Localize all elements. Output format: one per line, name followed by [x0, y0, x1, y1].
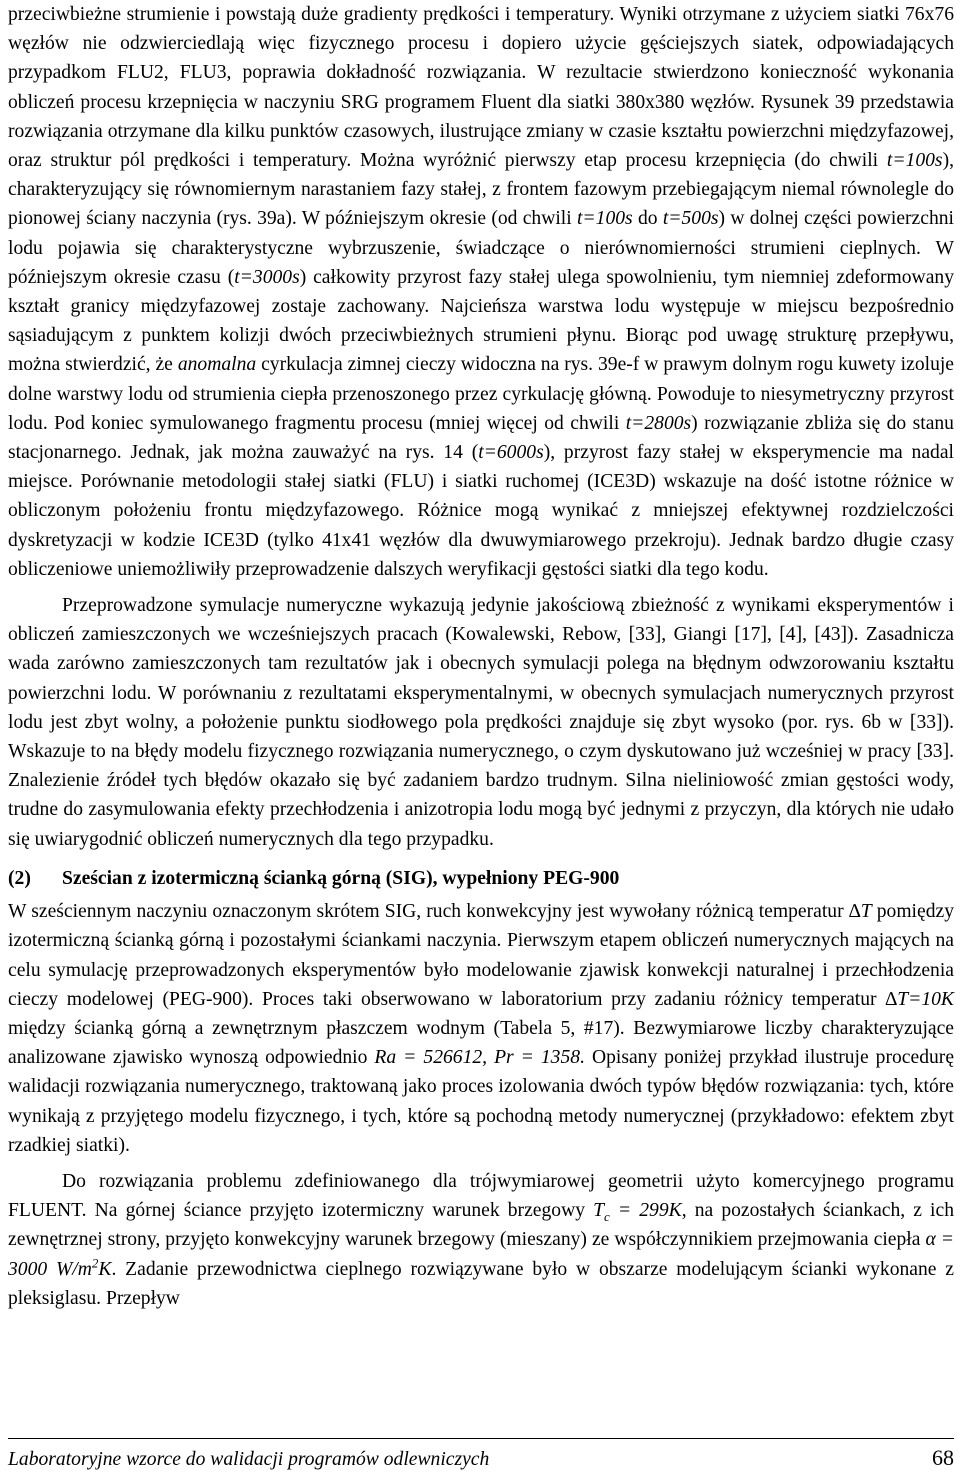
section-heading: [8, 864, 954, 893]
paragraph-4: Do rozwiązania problemu zdefiniowanego dla trójwymiarowej geometrii użyto komercyjnego programu FLUENT. Na górnej ściance przyjęto izotermiczny warunek brzegowy $T_c = 299K$, na pozostałych ściankach, z ich zewnętrznej strony, przyjęto konwekcyjny warunek brzegowy (mieszany) ze współczynnikiem przejmowania ciepła α = 3000 $W/m^2K$. Zadanie przewodnictwa cieplnego rozwiązywane było w obszarze modelującym ścianki wykonane z pleksiglasu. Przepływ: [8, 1170, 954, 1309]
page-footer: [8, 1438, 954, 1471]
page-number: 68: [932, 1445, 954, 1470]
page-body: [8, 0, 954, 1313]
section-number: (2): [8, 867, 31, 889]
paragraph-3: W sześciennym naczyniu oznaczonym skrótem SIG, ruch konwekcyjny jest wywołany różnicą temperatur ∆T pomiędzy izotermiczną ścianką górną i pozostałymi ściankami naczynia. Pierwszym etapem obliczeń numerycznych mających na celu symulację przeprowadzonych eksperymentów było modelowanie zjawisk konwekcji naturalnej i przechłodzenia cieczy modelowej (PEG-900). Proces taki obserwowano w laboratorium przy zadaniu różnicy temperatur ∆T=10K między ścianką górną a zewnętrznym płaszczem wodnym (Tabela 5, #17). Bezwymiarowe liczby charakteryzujące analizowane zjawisko wynoszą odpowiednio Ra = 526612, Pr = 1358. Opisany poniżej przykład ilustruje procedurę walidacji rozwiązania numerycznego, traktowaną jako proces izolowania dwóch typów błędów rozwiązania: tych, które wynikają z przyjętego modelu fizycznego, i tych, które są pochodną metody numerycznej (przykładowo: efektem zbyt rzadkiej siatki).: [8, 901, 955, 1156]
footer-title: Laboratoryjne wzorce do walidacji programów odlewniczych: [8, 1449, 490, 1470]
paragraph-1: przeciwbieżne strumienie i powstają duże gradienty prędkości i temperatury. Wyniki otrzymane z użyciem siatki 76x76 węzłów nie odzwierciedlają więc fizycznego procesu i dopiero użycie gęściejszych siatek, odpowiadających przypadkom FLU2, FLU3, poprawia dokładność rozwiązania. W rezultacie stwierdzono konieczność wykonania obliczeń procesu krzepnięcia w naczyniu SRG programem Fluent dla siatki 380x380 węzłów. Rysunek 39 przedstawia rozwiązania otrzymane dla kilku punktów czasowych, ilustrujące zmiany w czasie kształtu powierzchni międzyfazowej, oraz struktur pól prędkości i temperatury. Można wyróżnić pierwszy etap procesu krzepnięcia (do chwili t=100s), charakteryzujący się równomiernym narastaniem fazy stałej, z frontem fazowym przebiegającym niemal równolegle do pionowej ściany naczynia (rys. 39a). W późniejszym okresie (od chwili t=100s do t=500s) w dolnej części powierzchni lodu pojawia się charakterystyczne wybrzuszenie, świadczące o nierównomierności strumieni cieplnych. W późniejszym okresie czasu (t=3000s) całkowity przyrost fazy stałej ulega spowolnieniu, tym niemniej zdeformowany kształt granicy międzyfazowej zostaje zachowany. Najcieńsza warstwa lodu występuje w miejscu bezpośrednio sąsiadującym z punktem kolizji dwóch przeciwbieżnych strumieni płynu. Biorąc pod uwagę strukturę przepływu, można stwierdzić, że anomalna cyrkulacja zimnej cieczy widoczna na rys. 39e-f w prawym dolnym rogu kuwety izoluje dolne warstwy lodu od strumienia ciepła przenoszonego przez cyrkulację główną. Powoduje to niesymetryczny przyrost lodu. Pod koniec symulowanego fragmentu procesu (mniej więcej od chwili t=2800s) rozwiązanie zbliża się do stanu stacjonarnego. Jednak, jak można zauważyć na rys. 14 (t=6000s), przyrost fazy stałej w eksperymencie ma nadal miejsce. Porównanie metodologii stałej siatki (FLU) i siatki ruchomej (ICE3D) wskazuje na dość istotne różnice w obliczonym położeniu frontu międzyfazowego. Różnice mogą wynikać z mniejszej efektywnej rozdzielczości dyskretyzacji w kodzie ICE3D (tylko 41x41 węzłów dla dwuwymiarowego przekroju). Jednak bardzo długie czasy obliczeniowe uniemożliwiły przeprowadzenie dalszych weryfikacji gęstości siatki dla tego kodu.: [8, 4, 955, 580]
paragraph-2: Przeprowadzone symulacje numeryczne wykazują jedynie jakościową zbieżność z wynikami eksperymentów i obliczeń zamieszczonych we wcześniejszych pracach (Kowalewski, Rebow, [33], Giangi [17], [4], [43]). Zasadnicza wada zarówno zamieszczonych tam rezultatów jak i obecnych symulacji polega na błędnym odwzorowaniu kształtu powierzchni lodu. W porównaniu z rezultatami eksperymentalnymi, w obecnych symulacjach numerycznych przyrost lodu jest zbyt wolny, a położenie punktu siodłowego pola prędkości znajduje się zbyt wysoko (por. rys. 6b w [33]). Wskazuje to na błędy modelu fizycznego rozwiązania numerycznego, o czym dyskutowano już wcześniej w pracy [33]. Znalezienie źródeł tych błędów okazało się być zadaniem bardzo trudnym. Silna nieliniowość zmian gęstości wody, trudne do zasymulowania efekty przechłodzenia i anizotropia lodu mogą być jednymi z przyczyn, dla których nie udało się uwiarygodnić obliczeń numerycznych dla tego przypadku.: [8, 595, 954, 850]
section-title: Sześcian z izotermiczną ścianką górną (SIG), wypełniony PEG-900: [62, 867, 620, 889]
